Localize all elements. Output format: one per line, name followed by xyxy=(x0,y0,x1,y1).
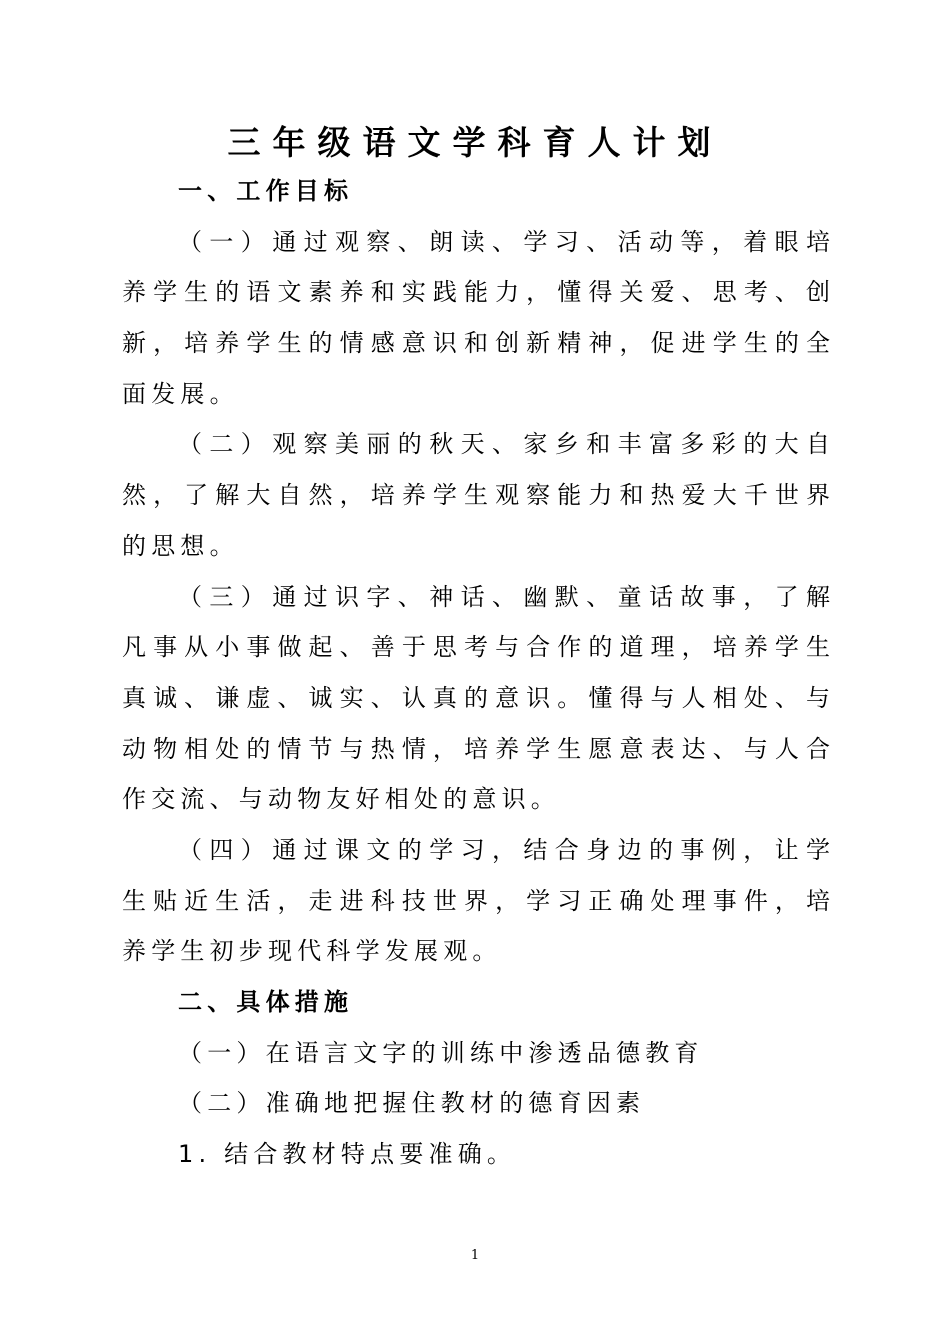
paragraph-line: （二）准确地把握住教材的德育因素 xyxy=(178,1089,646,1118)
paragraph-line: 生贴近生活，走进科技世界，学习正确处理事件，培 xyxy=(122,886,832,915)
paragraph-line: 作交流、与动物友好相处的意识。 xyxy=(122,785,560,814)
paragraph-line: 动物相处的情节与热情，培养学生愿意表达、与人合 xyxy=(122,734,832,763)
paragraph-line: 养学生初步现代科学发展观。 xyxy=(122,937,502,966)
paragraph-line: 新，培养学生的情感意识和创新精神，促进学生的全 xyxy=(122,329,832,358)
document-title: 三年级语文学科育人计划 xyxy=(227,123,723,162)
paragraph-line: （二）观察美丽的秋天、家乡和丰富多彩的大自 xyxy=(178,430,832,459)
paragraph-line: 然，了解大自然，培养学生观察能力和热爱大千世界 xyxy=(122,481,832,510)
document-body xyxy=(122,166,832,1180)
paragraph-line: 真诚、谦虚、诚实、认真的意识。懂得与人相处、与 xyxy=(122,683,832,712)
section-heading: 一、工作目标 xyxy=(178,177,354,205)
paragraph-line: 养学生的语文素养和实践能力，懂得关爱、思考、创 xyxy=(122,278,832,307)
paragraph-line: 面发展。 xyxy=(122,379,239,408)
paragraph-line: 1. 结合教材特点要准确。 xyxy=(178,1140,517,1169)
paragraph-line: （三）通过识字、神话、幽默、童话故事，了解 xyxy=(178,582,832,611)
paragraph-line: （一）在语言文字的训练中渗透品德教育 xyxy=(178,1038,704,1067)
paragraph-line: （四）通过课文的学习，结合身边的事例，让学 xyxy=(178,835,832,864)
paragraph-line: 的思想。 xyxy=(122,531,239,560)
page-number: 1 xyxy=(470,1248,480,1263)
paragraph-line: 凡事从小事做起、善于思考与合作的道理，培养学生 xyxy=(122,633,832,662)
section-heading: 二、具体措施 xyxy=(178,988,354,1016)
paragraph-line: （一）通过观察、朗读、学习、活动等，着眼培 xyxy=(178,227,832,256)
